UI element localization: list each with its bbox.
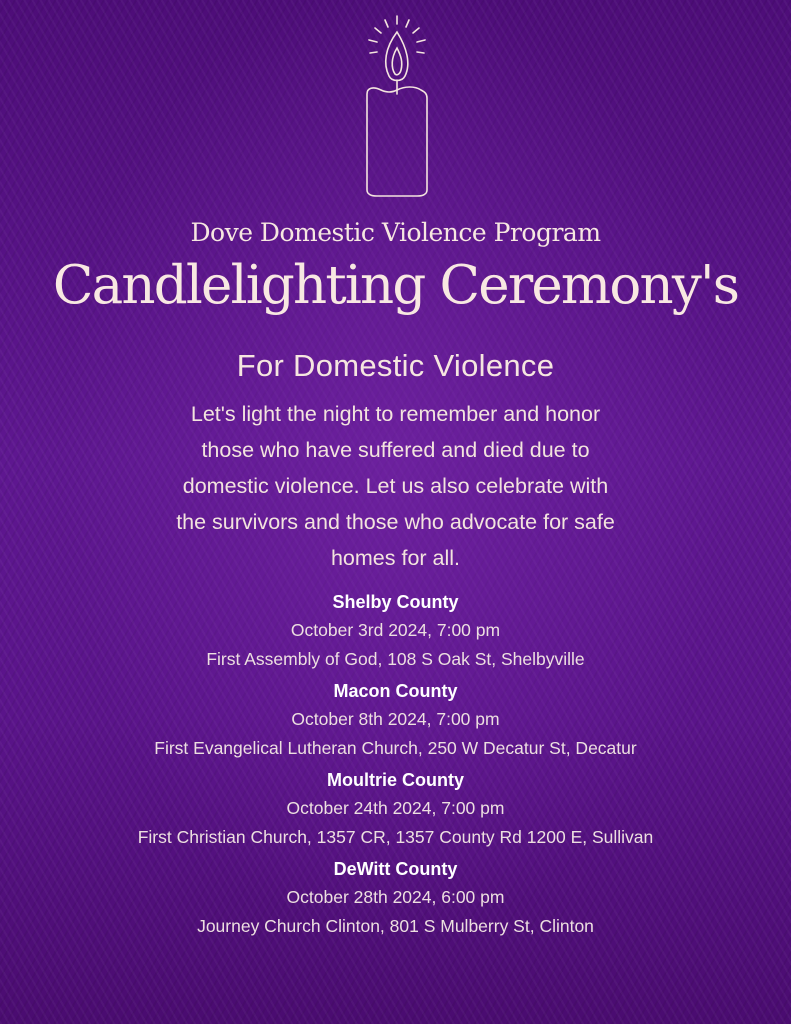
event-description — [95, 396, 696, 576]
event-list — [0, 588, 791, 944]
candle-icon — [357, 12, 437, 202]
event-county: Macon County — [333, 681, 458, 701]
description-line: those who have suffered and died due to — [201, 438, 590, 462]
page-subtitle: For Domestic Violence — [236, 348, 555, 383]
description-line: Let's light the night to remember and honor — [190, 402, 601, 426]
event-location: First Evangelical Lutheran Church, 250 W Decatur St, Decatur — [154, 738, 637, 758]
event-location: First Assembly of God, 108 S Oak St, Shelbyville — [206, 649, 585, 669]
event-county: Shelby County — [332, 592, 459, 612]
description-line: homes for all. — [330, 546, 461, 570]
event-location: Journey Church Clinton, 801 S Mulberry St, Clinton — [197, 916, 594, 936]
description-line: the survivors and those who advocate for safe — [176, 510, 615, 534]
description-line: domestic violence. Let us also celebrate with — [182, 474, 609, 498]
organization-name: Dove Domestic Violence Program — [190, 218, 601, 247]
event-datetime: October 8th 2024, 7:00 pm — [291, 709, 500, 729]
event-location: First Christian Church, 1357 CR, 1357 County Rd 1200 E, Sullivan — [137, 827, 654, 847]
event-datetime: October 24th 2024, 7:00 pm — [286, 798, 505, 818]
event-county: Moultrie County — [327, 770, 464, 790]
event-macon-county — [0, 677, 791, 763]
event-datetime: October 28th 2024, 6:00 pm — [286, 887, 505, 907]
event-dewitt-county — [0, 855, 791, 941]
page-title: Candlelighting Ceremony's — [52, 255, 739, 316]
event-county: DeWitt County — [333, 859, 458, 879]
event-datetime: October 3rd 2024, 7:00 pm — [290, 620, 501, 640]
event-shelby-county — [0, 588, 791, 674]
event-moultrie-county — [0, 766, 791, 852]
